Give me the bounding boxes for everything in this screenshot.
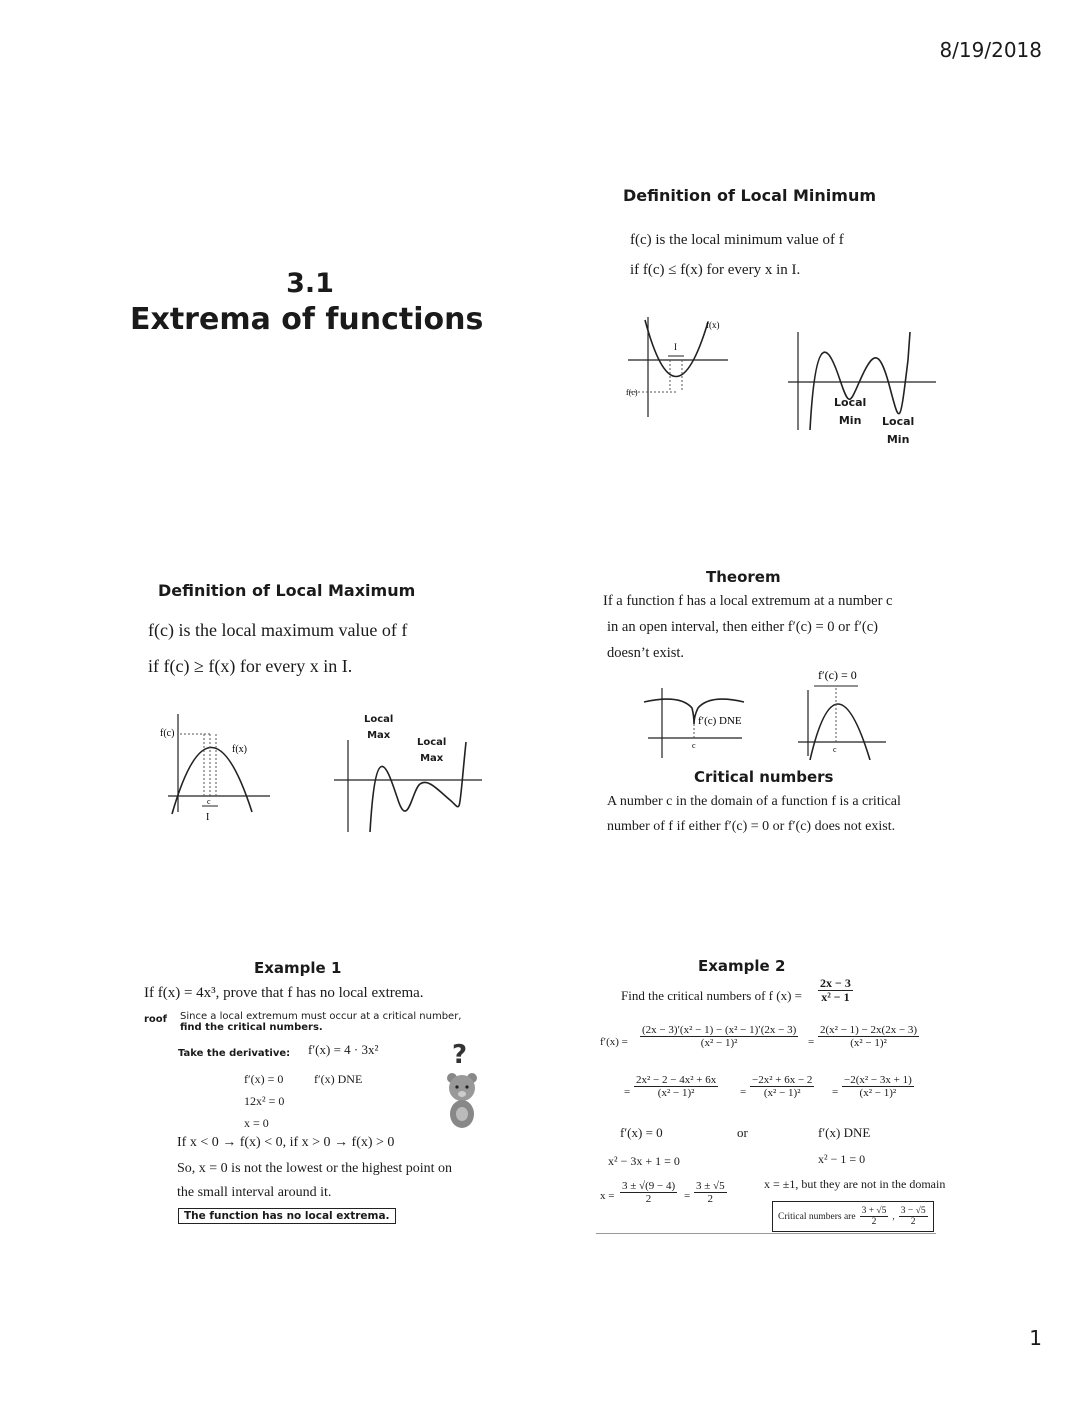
local-max-label-2-b: Max	[420, 753, 444, 764]
example1-case-zero: f′(x) = 0	[244, 1072, 284, 1086]
local-min-label-2-a: Local	[882, 415, 915, 428]
theorem-line1: If a function f has a local extremum at a number c	[603, 593, 893, 609]
f-denominator: x² − 1	[821, 990, 850, 1005]
page-date: 8/19/2018	[939, 38, 1042, 62]
example1-concl2: the small interval around it.	[177, 1185, 332, 1200]
solution-1-numerator: 3 ± √(9 − 4)	[622, 1180, 676, 1192]
example1-derivative: f′(x) = 4 · 3x²	[308, 1042, 379, 1057]
label-I: I	[206, 812, 210, 823]
local-max-line2: if f(c) ≥ f(x) for every x in I.	[148, 656, 353, 676]
example2-simplified-fraction	[818, 1024, 919, 1049]
critical-number-2	[899, 1206, 928, 1228]
critical-line1: A number c in the domain of a function f is a critical	[607, 794, 901, 809]
example2-divider	[596, 1233, 936, 1234]
example1-step1: 12x² = 0	[244, 1094, 285, 1108]
label-fc: f(c)	[160, 728, 175, 739]
example1-proof-line1: Since a local extremum must occur at a critical number,	[180, 1011, 462, 1022]
factored-numerator: −2(x² − 3x + 1)	[844, 1074, 912, 1086]
critical-comma: ,	[892, 1211, 895, 1222]
example2-f-fraction	[818, 977, 853, 1004]
critical-2-numerator: 3 − √5	[900, 1205, 926, 1216]
local-min-line1: f(c) is the local minimum value of f	[630, 232, 844, 248]
eq-5: =	[684, 1190, 691, 1202]
local-max-heading: Definition of Local Maximum	[158, 581, 416, 600]
theorem-line2: in an open interval, then either f′(c) = 0 or f′(c)	[607, 619, 878, 635]
example2-eq-right: x² − 1 = 0	[818, 1152, 866, 1166]
eq-4: =	[832, 1086, 839, 1098]
example2-factored-fraction	[842, 1074, 914, 1099]
local-max-label-2	[417, 735, 446, 767]
label-fc: f(c)	[626, 388, 638, 397]
example1-heading: Example 1	[254, 959, 342, 977]
example1-concl1: So, x = 0 is not the lowest or the highest point on	[177, 1161, 453, 1176]
question-mark: ?	[452, 1040, 468, 1070]
critical-number-1	[860, 1206, 889, 1228]
local-min-label-1	[834, 394, 866, 430]
label-c: c	[692, 741, 696, 750]
combined-denominator: (x² − 1)²	[763, 1087, 801, 1100]
page-number: 1	[1029, 1326, 1042, 1350]
example2-quotient-fraction	[640, 1024, 798, 1049]
example1-case-dne: f′(x) DNE	[314, 1072, 363, 1086]
local-max-line1: f(c) is the local maximum value of f	[148, 620, 408, 640]
label-dne: f′(c) DNE	[698, 715, 742, 727]
example2-heading: Example 2	[698, 957, 786, 975]
eq-3: =	[740, 1086, 747, 1098]
section-title: Extrema of functions	[130, 302, 484, 337]
solution-2-denominator: 2	[707, 1193, 714, 1206]
local-max-graph-1	[158, 712, 274, 824]
quotient-denominator: (x² − 1)²	[700, 1037, 738, 1050]
local-min-heading: Definition of Local Minimum	[623, 186, 877, 205]
local-min-label-2	[882, 413, 914, 449]
example2-solution-2	[694, 1180, 727, 1205]
eq-1: =	[808, 1036, 815, 1048]
theorem-line3: doesn’t exist.	[607, 645, 685, 661]
local-min-label-1-b: Min	[838, 414, 862, 427]
local-max-label-1-b: Max	[367, 730, 391, 741]
example1-proof-label: roof	[144, 1014, 168, 1025]
solution-1-denominator: 2	[645, 1193, 652, 1206]
quotient-numerator: (2x − 3)′(x² − 1) − (x² − 1)′(2x − 3)	[642, 1024, 797, 1036]
label-I: I	[674, 342, 677, 352]
critical-2-denominator: 2	[910, 1217, 916, 1227]
label-fx: f(x)	[706, 320, 720, 330]
critical-heading: Critical numbers	[694, 768, 834, 786]
example2-solution-1	[620, 1180, 677, 1205]
local-max-label-2-a: Local	[417, 737, 447, 748]
label-c2: c	[833, 745, 837, 754]
expanded-numerator: 2x² − 2 − 4x² + 6x	[636, 1074, 717, 1086]
example2-expanded-fraction	[634, 1074, 718, 1099]
example2-or: or	[737, 1125, 748, 1140]
critical-1-numerator: 3 + √5	[861, 1205, 887, 1216]
factored-denominator: (x² − 1)²	[859, 1087, 897, 1100]
example2-critical-box	[772, 1201, 934, 1232]
local-min-line2: if f(c) ≤ f(x) for every x in I.	[630, 262, 801, 278]
local-min-label-1-a: Local	[834, 396, 867, 409]
theorem-graph-cusp	[640, 686, 746, 760]
example1-derivative-label: Take the derivative:	[178, 1048, 291, 1059]
critical-1-denominator: 2	[871, 1217, 877, 1227]
label-fx: f(x)	[232, 744, 247, 755]
example1-proof-line2: find the critical numbers.	[180, 1022, 323, 1033]
combined-numerator: −2x² + 6x − 2	[752, 1074, 813, 1086]
example2-combined-fraction	[750, 1074, 814, 1099]
example1-statement: If f(x) = 4x³, prove that f has no local extrema.	[144, 985, 424, 1001]
label-zero: f′(c) = 0	[818, 668, 857, 682]
example2-deriv-lhs: f′(x) =	[600, 1036, 628, 1048]
example2-case-zero: f′(x) = 0	[620, 1125, 663, 1140]
local-max-label-1	[364, 712, 393, 744]
critical-line2: number of f if either f′(c) = 0 or f′(c) does not exist.	[607, 819, 896, 834]
example2-eq-left: x² − 3x + 1 = 0	[608, 1154, 680, 1168]
theorem-graph-parabola	[796, 664, 892, 760]
solution-2-numerator: 3 ± √5	[696, 1180, 725, 1192]
example1-step2: x = 0	[244, 1116, 269, 1130]
simplified-denominator: (x² − 1)²	[850, 1037, 887, 1050]
label-c: c	[207, 797, 211, 806]
section-number: 3.1	[286, 268, 334, 299]
local-min-graph-1	[620, 312, 740, 422]
bear-icon	[442, 1070, 482, 1130]
example1-boxed-conclusion: The function has no local extrema.	[178, 1208, 396, 1224]
local-min-label-2-b: Min	[886, 433, 910, 446]
f-numerator: 2x − 3	[820, 976, 851, 990]
example2-x-eq: x =	[600, 1190, 615, 1202]
simplified-numerator: 2(x² − 1) − 2x(2x − 3)	[820, 1024, 918, 1036]
example1-sign-line: If x < 0 → f(x) < 0, if x > 0 → f(x) > 0	[177, 1135, 395, 1150]
local-max-graph-2	[334, 740, 484, 832]
example2-prompt: Find the critical numbers of f (x) =	[621, 988, 802, 1003]
local-max-label-1-a: Local	[364, 714, 394, 725]
example2-not-domain: x = ±1, but they are not in the domain	[764, 1177, 946, 1191]
expanded-denominator: (x² − 1)²	[657, 1087, 695, 1100]
eq-2: =	[624, 1086, 631, 1098]
theorem-heading: Theorem	[706, 568, 781, 586]
example2-case-dne: f′(x) DNE	[818, 1125, 871, 1140]
critical-label: Critical numbers are	[778, 1211, 856, 1222]
